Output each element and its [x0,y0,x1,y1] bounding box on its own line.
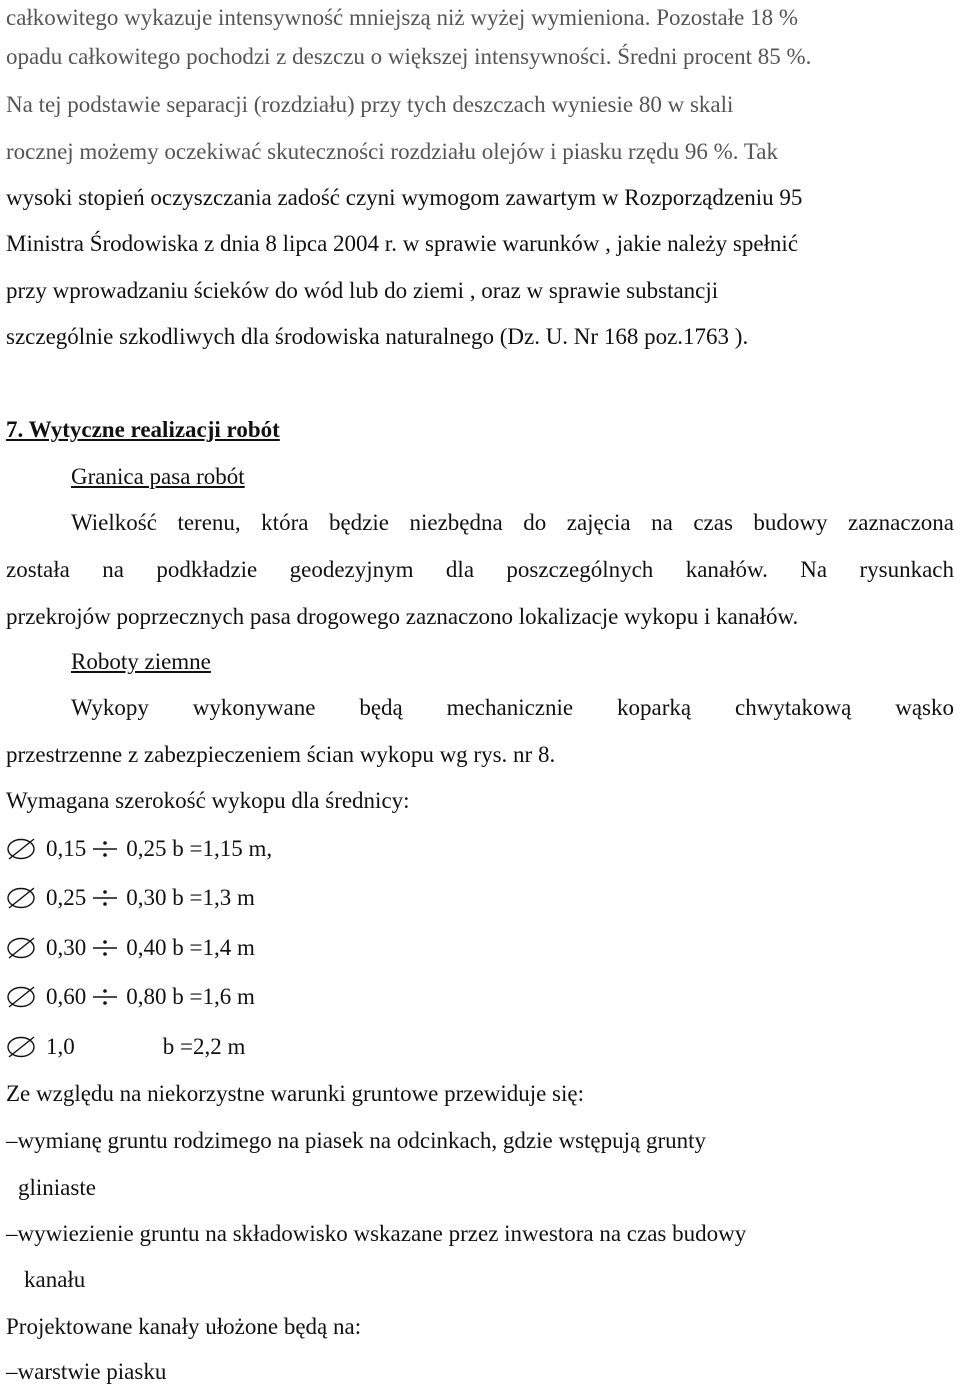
width-to: 0,25 [126,836,167,861]
text-line: szczególnie szkodliwych dla środowiska naturalnego (Dz. U. Nr 168 poz.1763 ). [6,324,749,349]
text-line: wysoki stopień oczyszczania zadość czyni wymogom zawartym w Rozporządzeniu 95 [6,185,803,210]
width-row [6,884,255,912]
range-division-icon [90,983,120,1011]
width-from: 0,30 [46,935,87,960]
list-item-text: wymianę gruntu rodzimego na piasek na odcinkach, gdzie wstępują grunty [17,1128,707,1153]
text-line: opadu całkowitego pochodzi z deszczu o większej intensywności. Średni procent 85 %. [6,44,812,69]
width-b: b =1,4 m [172,935,255,960]
width-from: 0,15 [46,836,87,861]
text-line: Na tej podstawie separacji (rozdziału) przy tych deszczach wyniesie 80 w skali [6,92,734,117]
text-line: Ze względu na niekorzystne warunki gruntowe przewiduje się: [6,1081,584,1106]
width-row [6,983,255,1011]
list-item-continuation: gliniaste [18,1175,96,1200]
diameter-icon [6,835,38,863]
width-row [6,934,255,962]
list-item [6,1358,166,1386]
diameter-icon [6,934,38,962]
width-b: b =1,15 m, [172,836,273,861]
subheading-earthworks: Roboty ziemne [71,649,211,674]
range-division-icon [90,884,120,912]
width-row [6,1033,245,1061]
text-line: przy wprowadzaniu ścieków do wód lub do ziemi , oraz w sprawie substancji [6,278,719,303]
width-b: b =1,3 m [172,885,255,910]
subheading-work-boundary: Granica pasa robót [71,464,245,489]
list-item-text: warstwie piasku [17,1359,167,1384]
width-from: 0,25 [46,885,87,910]
text-line: Projektowane kanały ułożone będą na: [6,1314,362,1339]
text-line: rocznej możemy oczekiwać skuteczności rozdziału olejów i piasku rzędu 96 %. Tak [6,139,779,164]
text-line: została na podkładzie geodezyjnym dla poszczególnych kanałów. Na rysunkach [6,557,954,582]
dash: – [6,1359,18,1384]
list-item [6,1127,706,1155]
diameter-icon [6,1033,38,1061]
range-division-icon [90,934,120,962]
dash: – [6,1128,18,1153]
range-division-icon [90,835,120,863]
width-from: 0,60 [46,984,87,1009]
dash: – [6,1221,18,1246]
width-to: 0,30 [126,885,167,910]
section-heading: 7. Wytyczne realizacji robót [6,417,280,442]
diameter-icon [6,884,38,912]
text-line: przekrojów poprzecznych pasa drogowego zaznaczono lokalizacje wykopu i kanałów. [6,604,799,629]
text-line: Wymagana szerokość wykopu dla średnicy: [6,788,410,813]
list-item [6,1220,746,1248]
list-item-continuation: kanału [24,1267,86,1292]
width-row [6,835,272,863]
text-line: przestrzenne z zabezpieczeniem ścian wykopu wg rys. nr 8. [6,742,556,767]
width-from: 1,0 [46,1034,75,1059]
width-b: b =2,2 m [162,1034,246,1059]
text-line: całkowitego wykazuje intensywność mniejszą niż wyżej wymieniona. Pozostałe 18 % [6,5,799,30]
text-line: Ministra Środowiska z dnia 8 lipca 2004 r. w sprawie warunków , jakie należy spełnić [6,231,799,256]
width-b: b =1,6 m [172,984,255,1009]
width-to: 0,80 [126,984,167,1009]
list-item-text: wywiezienie gruntu na składowisko wskazane przez inwestora na czas budowy [17,1221,747,1246]
text-line: Wielkość terenu, która będzie niezbędna do zajęcia na czas budowy zaznaczona [71,510,954,535]
width-to: 0,40 [126,935,167,960]
diameter-icon [6,983,38,1011]
text-line: Wykopy wykonywane będą mechanicznie koparką chwytakową wąsko [71,695,954,720]
